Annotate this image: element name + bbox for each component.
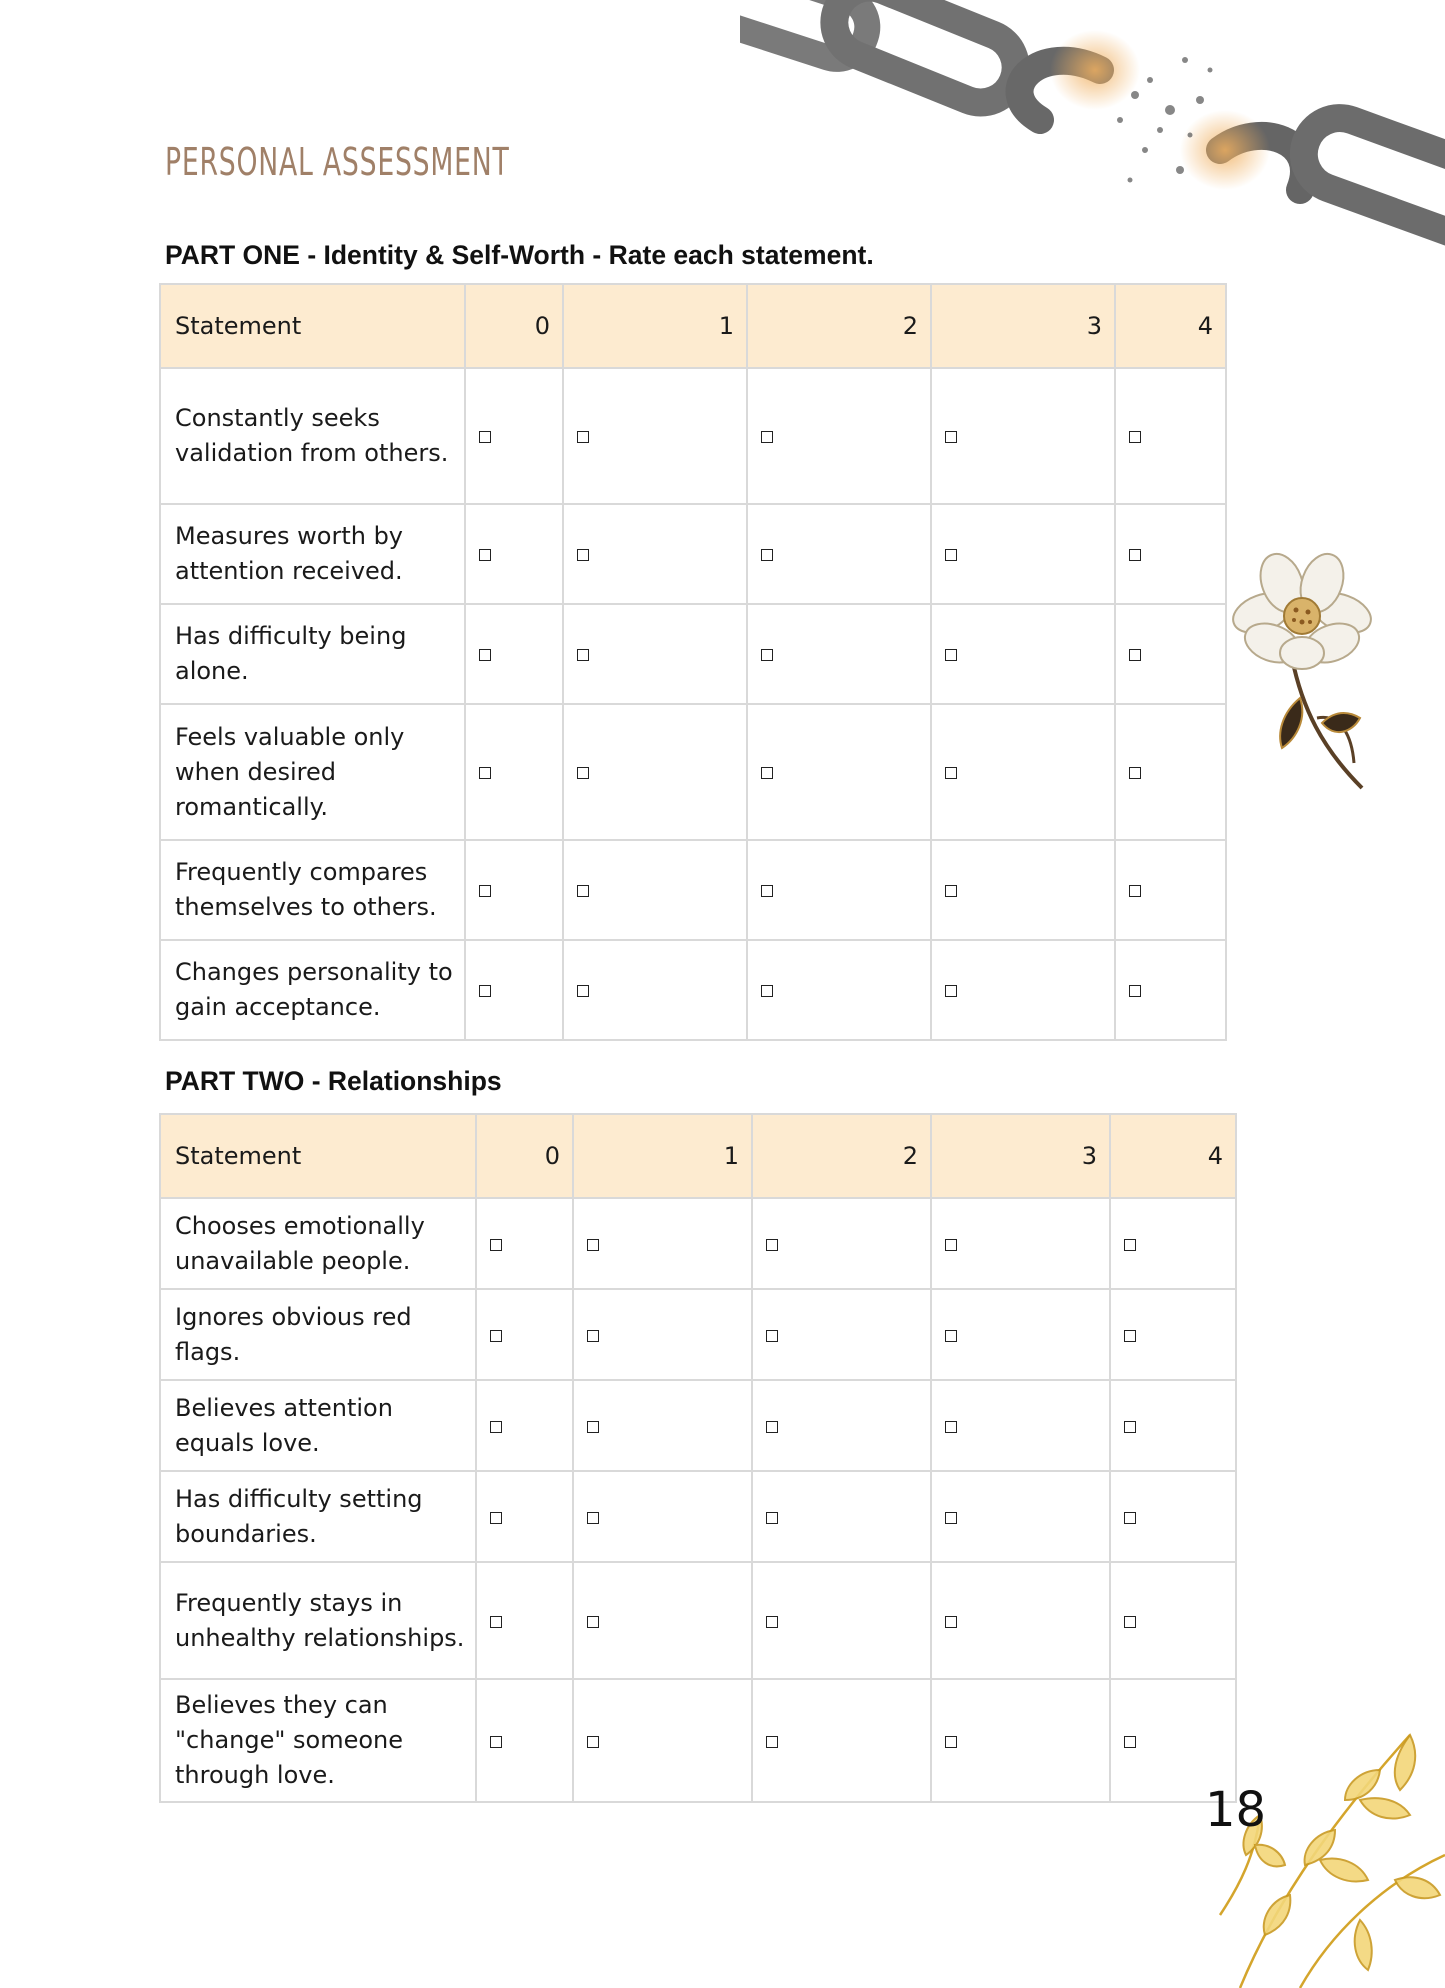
- column-header-2: 2: [752, 1114, 931, 1198]
- table-row: [160, 1198, 1236, 1289]
- column-header-4: 4: [1115, 284, 1226, 368]
- checkbox-icon[interactable]: [945, 549, 957, 561]
- table-row: [160, 704, 1226, 840]
- checkbox-icon[interactable]: [945, 767, 957, 779]
- checkbox-icon[interactable]: [479, 985, 491, 997]
- checkbox-icon[interactable]: [1124, 1421, 1136, 1433]
- statement-cell: Measures worth by attention received.: [160, 504, 465, 604]
- checkbox-icon[interactable]: [587, 1512, 599, 1524]
- checkbox-icon[interactable]: [945, 1512, 957, 1524]
- checkbox-icon[interactable]: [479, 885, 491, 897]
- part-one-table: [159, 283, 1227, 1041]
- checkbox-icon[interactable]: [761, 549, 773, 561]
- statement-cell: Believes they can "change" someone through love.: [160, 1679, 476, 1802]
- checkbox-icon[interactable]: [766, 1421, 778, 1433]
- checkbox-icon[interactable]: [1124, 1616, 1136, 1628]
- checkbox-icon[interactable]: [945, 1239, 957, 1251]
- checkbox-icon[interactable]: [1124, 1512, 1136, 1524]
- checkbox-icon[interactable]: [1124, 1239, 1136, 1251]
- checkbox-icon[interactable]: [945, 431, 957, 443]
- checkbox-icon[interactable]: [490, 1421, 502, 1433]
- column-header-3: 3: [931, 284, 1115, 368]
- checkbox-icon[interactable]: [945, 885, 957, 897]
- checkbox-icon[interactable]: [1129, 985, 1141, 997]
- checkbox-icon[interactable]: [479, 649, 491, 661]
- checkbox-icon[interactable]: [766, 1616, 778, 1628]
- part-two-table: [159, 1113, 1237, 1803]
- statement-cell: Has difficulty being alone.: [160, 604, 465, 704]
- checkbox-icon[interactable]: [587, 1616, 599, 1628]
- column-header-3: 3: [931, 1114, 1110, 1198]
- checkbox-icon[interactable]: [945, 1330, 957, 1342]
- checkbox-icon[interactable]: [766, 1736, 778, 1748]
- part-one-heading: PART ONE - Identity & Self-Worth - Rate each statement.: [165, 240, 874, 270]
- checkbox-icon[interactable]: [945, 649, 957, 661]
- checkbox-icon[interactable]: [1129, 549, 1141, 561]
- table-row: [160, 604, 1226, 704]
- checkbox-icon[interactable]: [490, 1239, 502, 1251]
- checkbox-icon[interactable]: [577, 885, 589, 897]
- statement-cell: Frequently stays in unhealthy relationships.: [160, 1562, 476, 1679]
- column-header-1: 1: [573, 1114, 752, 1198]
- column-header-0: 0: [476, 1114, 573, 1198]
- statement-cell: Ignores obvious red flags.: [160, 1289, 476, 1380]
- statement-cell: Frequently compares themselves to others.: [160, 840, 465, 940]
- statement-cell: Changes personality to gain acceptance.: [160, 940, 465, 1040]
- table-row: [160, 1471, 1236, 1562]
- checkbox-icon[interactable]: [1124, 1736, 1136, 1748]
- checkbox-icon[interactable]: [479, 767, 491, 779]
- column-header-statement: Statement: [160, 1114, 476, 1198]
- table-row: [160, 368, 1226, 504]
- checkbox-icon[interactable]: [587, 1421, 599, 1433]
- statement-cell: Chooses emotionally unavailable people.: [160, 1198, 476, 1289]
- checkbox-icon[interactable]: [1129, 885, 1141, 897]
- page-number: 18: [1205, 1782, 1267, 1838]
- checkbox-icon[interactable]: [577, 767, 589, 779]
- checkbox-icon[interactable]: [490, 1330, 502, 1342]
- column-header-1: 1: [563, 284, 747, 368]
- checkbox-icon[interactable]: [1129, 767, 1141, 779]
- checkbox-icon[interactable]: [761, 885, 773, 897]
- column-header-4: 4: [1110, 1114, 1236, 1198]
- table-row: [160, 1380, 1236, 1471]
- table-header-row: [160, 284, 1226, 368]
- table-row: [160, 840, 1226, 940]
- page-title: PERSONAL ASSESSMENT: [165, 140, 510, 184]
- gold-leaves-icon: [1210, 1715, 1445, 1988]
- statement-cell: Has difficulty setting boundaries.: [160, 1471, 476, 1562]
- checkbox-icon[interactable]: [577, 431, 589, 443]
- table-row: [160, 940, 1226, 1040]
- table-row: [160, 504, 1226, 604]
- checkbox-icon[interactable]: [1129, 649, 1141, 661]
- part-two-heading: PART TWO - Relationships: [165, 1066, 502, 1096]
- checkbox-icon[interactable]: [587, 1330, 599, 1342]
- checkbox-icon[interactable]: [577, 549, 589, 561]
- table-row: [160, 1679, 1236, 1802]
- checkbox-icon[interactable]: [761, 985, 773, 997]
- checkbox-icon[interactable]: [490, 1512, 502, 1524]
- checkbox-icon[interactable]: [1129, 431, 1141, 443]
- checkbox-icon[interactable]: [490, 1616, 502, 1628]
- table-header-row: [160, 1114, 1236, 1198]
- checkbox-icon[interactable]: [587, 1736, 599, 1748]
- checkbox-icon[interactable]: [1124, 1330, 1136, 1342]
- statement-cell: Feels valuable only when desired romantically.: [160, 704, 465, 840]
- checkbox-icon[interactable]: [479, 549, 491, 561]
- checkbox-icon[interactable]: [577, 985, 589, 997]
- checkbox-icon[interactable]: [945, 1421, 957, 1433]
- statement-cell: Constantly seeks validation from others.: [160, 368, 465, 504]
- checkbox-icon[interactable]: [945, 1736, 957, 1748]
- column-header-2: 2: [747, 284, 931, 368]
- checkbox-icon[interactable]: [490, 1736, 502, 1748]
- column-header-0: 0: [465, 284, 563, 368]
- checkbox-icon[interactable]: [766, 1330, 778, 1342]
- checkbox-icon[interactable]: [587, 1239, 599, 1251]
- broken-chain-icon: [740, 0, 1445, 260]
- column-header-statement: Statement: [160, 284, 465, 368]
- checkbox-icon[interactable]: [761, 767, 773, 779]
- checkbox-icon[interactable]: [761, 431, 773, 443]
- checkbox-icon[interactable]: [479, 431, 491, 443]
- statement-cell: Believes attention equals love.: [160, 1380, 476, 1471]
- white-flower-icon: [1222, 548, 1392, 793]
- checkbox-icon[interactable]: [766, 1512, 778, 1524]
- checkbox-icon[interactable]: [761, 649, 773, 661]
- checkbox-icon[interactable]: [945, 1616, 957, 1628]
- checkbox-icon[interactable]: [766, 1239, 778, 1251]
- table-row: [160, 1562, 1236, 1679]
- table-row: [160, 1289, 1236, 1380]
- checkbox-icon[interactable]: [945, 985, 957, 997]
- checkbox-icon[interactable]: [577, 649, 589, 661]
